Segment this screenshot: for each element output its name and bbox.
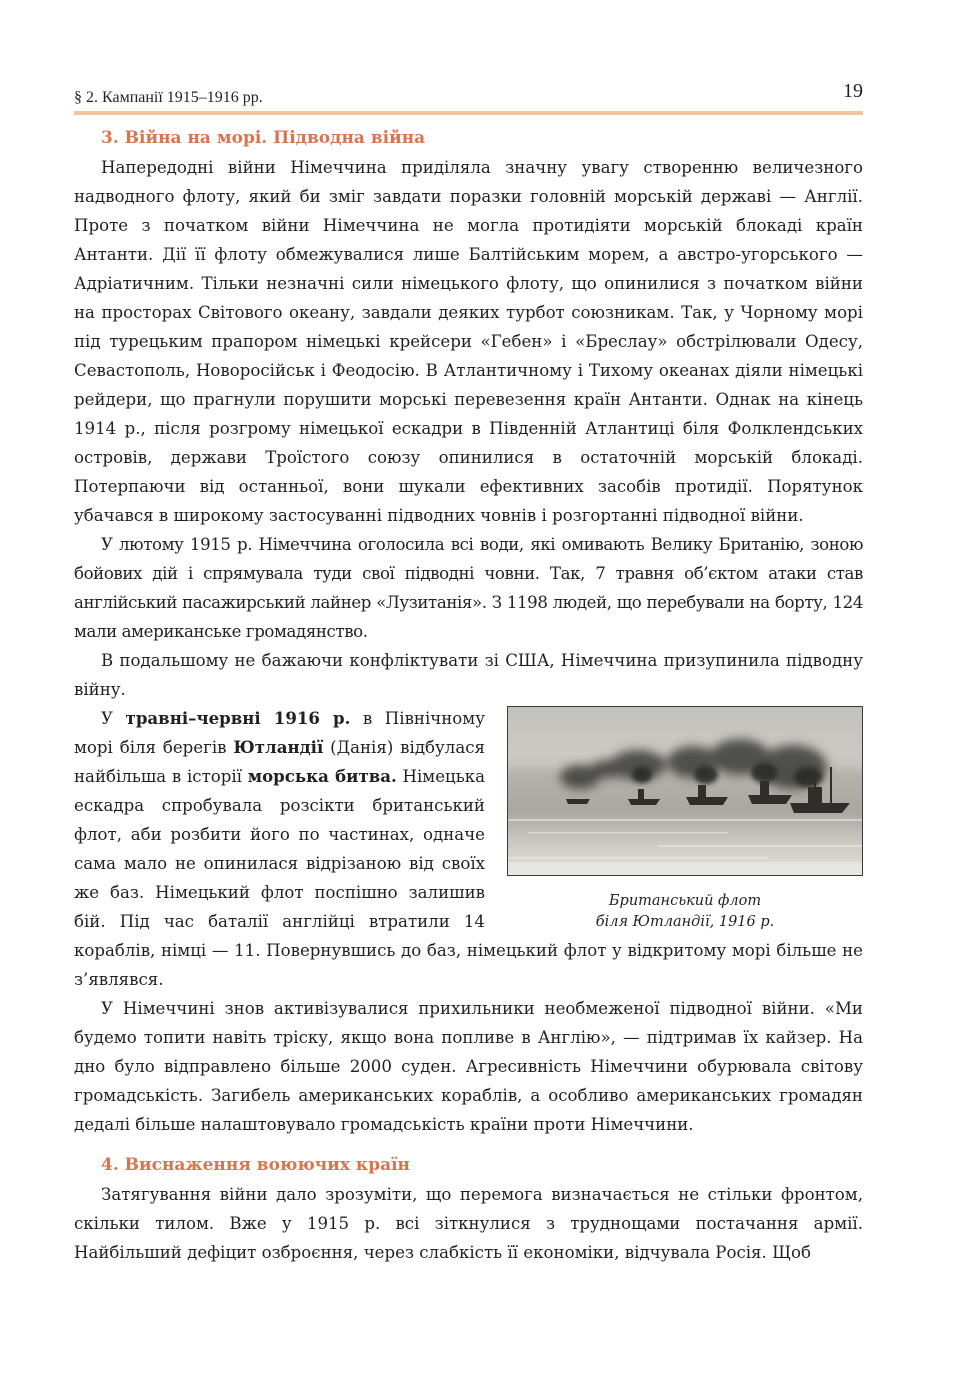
p4-text-4: Німецька ескадра спробувала розсікти британський флот, аби розбити його по частинах, одначе сама мало не опинилася відрізаною від своїх же баз. Німецький флот поспішно залишив бій. Під час баталії англійці втратили 14 кораблів, німці — 11. Повернувшись до баз, німецький флот у відкритому морі більше не з’являвся. [74, 767, 863, 989]
p4-bold-jutland: Ютландії [233, 737, 324, 757]
section-3-paragraph-3: В подальшому не бажаючи конфліктувати зі США, Німеччина призупинила підводну війну. [74, 651, 863, 699]
p4-bold-date: травні–червні 1916 р. [125, 708, 351, 728]
p4-bold-battle: морська битва. [247, 766, 397, 786]
section-3-paragraph-5: У Німеччині знов активізувалися прихильники необмеженої підводної війни. «Ми будемо топити навіть тріску, якщо вона попливе в Англію», — підтримав їх кайзер. На дно було відправлено більше 2000 суден. Агресивність Німеччини обурювала світову громадськість. Загибель американських кораблів, а особливо американських громадян дедалі більше налаштовувало громадськість країни проти Німеччини. [74, 999, 863, 1134]
p4-text-2: в Північному морі біля берегів [74, 709, 485, 757]
section-3-paragraph-1: Напередодні війни Німеччина приділяла значну увагу створенню величезного надводного флоту, який би зміг завдати поразки головній морській державі — Англії. Проте з початком війни Німеччина не могла протидіяти морській блокаді країн Антанти. Дії її флоту обмежувалися лише Балтійським морем, а австро-угорського — Адріатичним. Тільки незначні сили німецького флоту, що опинилися з початком війни на просторах Світового океану, завдали деяких турбот союзникам. Так, у Чорному морі під турецьким прапором німецькі крейсери «Гебен» і «Бреслау» обстрілювали Одесу, Севастополь, Новоросійськ і Феодосію. В Атлантичному і Тихому океанах діяли німецькі рейдери, що прагнули порушити морські перевезення країн Антанти. Однак на кінець 1914 р., після розгрому німецької ескадри в Південній Атлантиці біля Фолклендських островів, держави Троїстого союзу опинилися в остаточній морській блокаді. Потерпаючи від останньої, вони шукали ефективних засобів протидії. Порятунок убачався в широкому застосуванні підводних човнів і розгортанні підводної війни. [74, 158, 863, 525]
section-4-heading: 4. Виснаження воюючих країн [101, 1155, 410, 1175]
section-3-heading: 3. Війна на морі. Підводна війна [101, 128, 426, 148]
figure-jutland [507, 704, 863, 933]
running-head: § 2. Кампанії 1915–1916 рр. [74, 89, 263, 106]
p4-text-1: У [101, 709, 126, 728]
page-number: 19 [843, 80, 863, 102]
page-header [74, 78, 863, 112]
section-4-paragraph-1: Затягування війни дало зрозуміти, що перемога визначається не стільки фронтом, скільки тилом. Вже у 1915 р. всі зіткнулися з труднощами постачання армії. Найбільший дефіцит озброєння, через слабкість її економіки, відчувала Росія. Щоб [74, 1185, 863, 1262]
figure-caption [507, 891, 863, 933]
caption-line-2: біля Ютландії, 1916 р. [595, 914, 775, 930]
section-3-paragraph-2: У лютому 1915 р. Німеччина оголосила всі води, які омивають Велику Британію, зоною бойових дій і спрямувала туди свої підводні човни. Так, 7 травня об’єктом атаки став англійський пасажирський лайнер «Лузитанія». З 1198 людей, що перебували на борту, 124 мали американське громадянство. [74, 535, 863, 641]
p4-text-3: (Данія) відбулася найбільша в історії [74, 738, 485, 786]
header-rule [74, 111, 863, 115]
caption-line-1: Британський флот [608, 893, 762, 909]
battleships-illustration [508, 707, 862, 875]
battleships-photo [507, 706, 863, 876]
page-content [74, 124, 863, 1267]
